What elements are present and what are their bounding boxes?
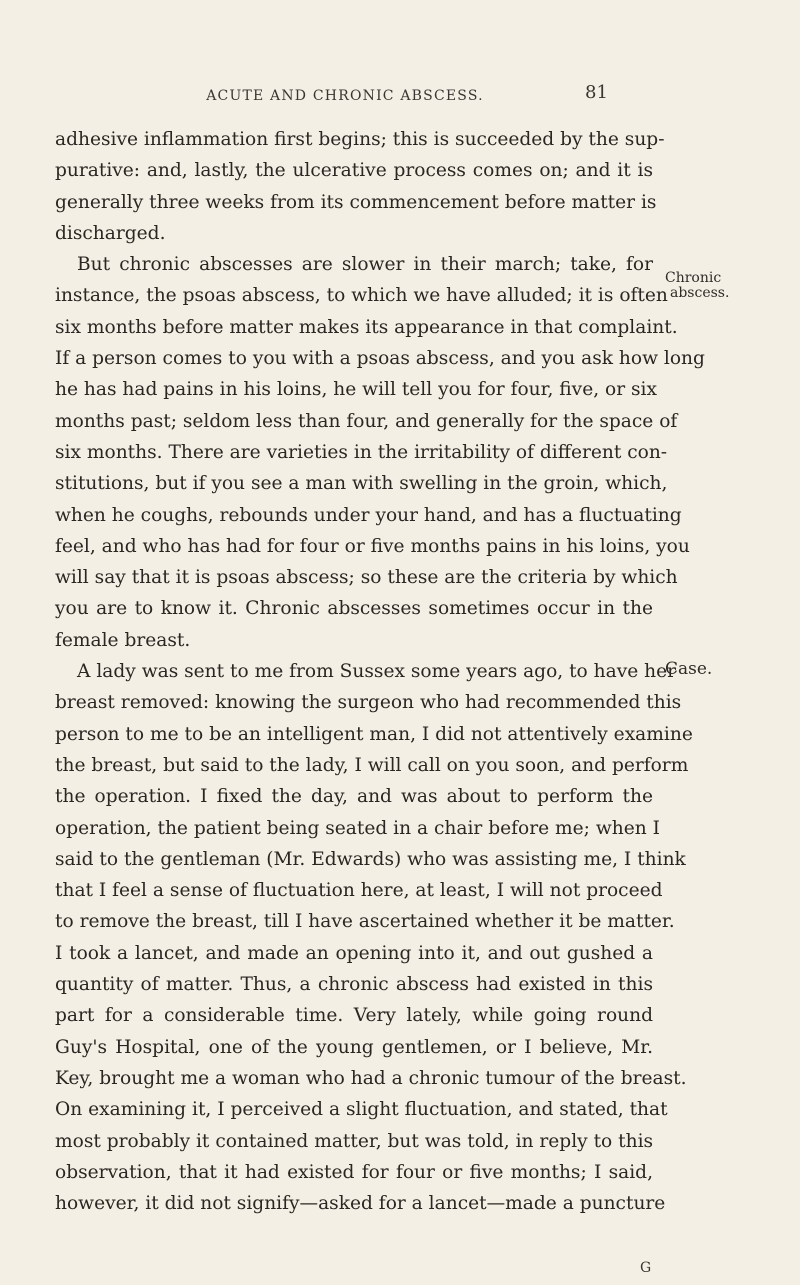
text-line: he has had pains in his loins, he will tell you for four, five, or six bbox=[55, 379, 657, 401]
text-line: operation, the patient being seated in a chair before me; when I bbox=[55, 817, 660, 839]
text-line: most probably it contained matter, but was told, in reply to this bbox=[55, 1130, 654, 1152]
text-line: however, it did not signify—asked for a lancet—made a puncture bbox=[55, 1193, 666, 1215]
text-line: the breast, but said to the lady, I will call on you soon, and perform bbox=[55, 754, 689, 776]
text-line: six months. There are varieties in the irritability of different con- bbox=[55, 441, 668, 463]
text-line: adhesive inflammation first begins; this is succeeded by the sup- bbox=[55, 129, 665, 150]
text-line: you are to know it. Chronic abscesses sometimes occur in the bbox=[55, 598, 653, 620]
text-line: stitutions, but if you see a man with swelling in the groin, which, bbox=[55, 473, 668, 495]
text-line: when he coughs, rebounds under your hand, and has a fluctuating bbox=[55, 504, 682, 526]
text-line: feel, and who has had for four or five months pains in his loins, you bbox=[55, 535, 690, 557]
text-line: purative: and, lastly, the ulcerative process comes on; and it is bbox=[55, 160, 653, 182]
text-line: discharged. bbox=[55, 222, 166, 244]
text-line: said to the gentleman (Mr. Edwards) who was assisting me, I think bbox=[55, 848, 686, 870]
text-line: months past; seldom less than four, and generally for the space of bbox=[55, 410, 678, 432]
text-line: A lady was sent to me from Sussex some years ago, to have her bbox=[77, 661, 677, 683]
text-line: to remove the breast, till I have ascertained whether it be matter. bbox=[55, 911, 675, 933]
running-head: ACUTE AND CHRONIC ABSCESS. bbox=[206, 88, 484, 104]
page-number: 81 bbox=[585, 82, 608, 103]
text-line: Key, brought me a woman who had a chronic tumour of the breast. bbox=[55, 1067, 687, 1089]
text-line: breast removed: knowing the surgeon who had recommended this bbox=[55, 692, 682, 714]
text-line: that I feel a sense of fluctuation here, at least, I will not proceed bbox=[55, 880, 663, 902]
text-line: the operation. I fixed the day, and was about to perform the bbox=[55, 786, 653, 808]
text-line: But chronic abscesses are slower in their march; take, for bbox=[77, 254, 653, 276]
text-line: instance, the psoas abscess, to which we have alluded; it is often bbox=[55, 285, 668, 307]
margin-note-abscess: abscess. bbox=[670, 285, 730, 301]
text-line: six months before matter makes its appearance in that complaint. bbox=[55, 316, 678, 338]
text-line: person to me to be an intelligent man, I did not attentively examine bbox=[55, 723, 693, 745]
text-line: I took a lancet, and made an opening into it, and out gushed a bbox=[55, 942, 653, 964]
signature-mark: G bbox=[640, 1260, 652, 1276]
text-line: On examining it, I perceived a slight fluctuation, and stated, that bbox=[55, 1099, 668, 1121]
margin-note-case: Case. bbox=[665, 659, 713, 679]
text-line: Guy's Hospital, one of the young gentlemen, or I believe, Mr. bbox=[55, 1036, 653, 1058]
text-line: will say that it is psoas abscess; so these are the criteria by which bbox=[55, 567, 678, 589]
text-line: If a person comes to you with a psoas abscess, and you ask how long bbox=[55, 348, 705, 370]
margin-note-chronic: Chronic bbox=[665, 270, 722, 286]
text-line: generally three weeks from its commencement before matter is bbox=[55, 191, 657, 213]
text-line: observation, that it had existed for four or five months; I said, bbox=[55, 1161, 653, 1183]
text-line: quantity of matter. Thus, a chronic abscess had existed in this bbox=[55, 974, 653, 996]
text-line: female breast. bbox=[55, 629, 191, 651]
text-line: part for a considerable time. Very lately, while going round bbox=[55, 1005, 653, 1027]
